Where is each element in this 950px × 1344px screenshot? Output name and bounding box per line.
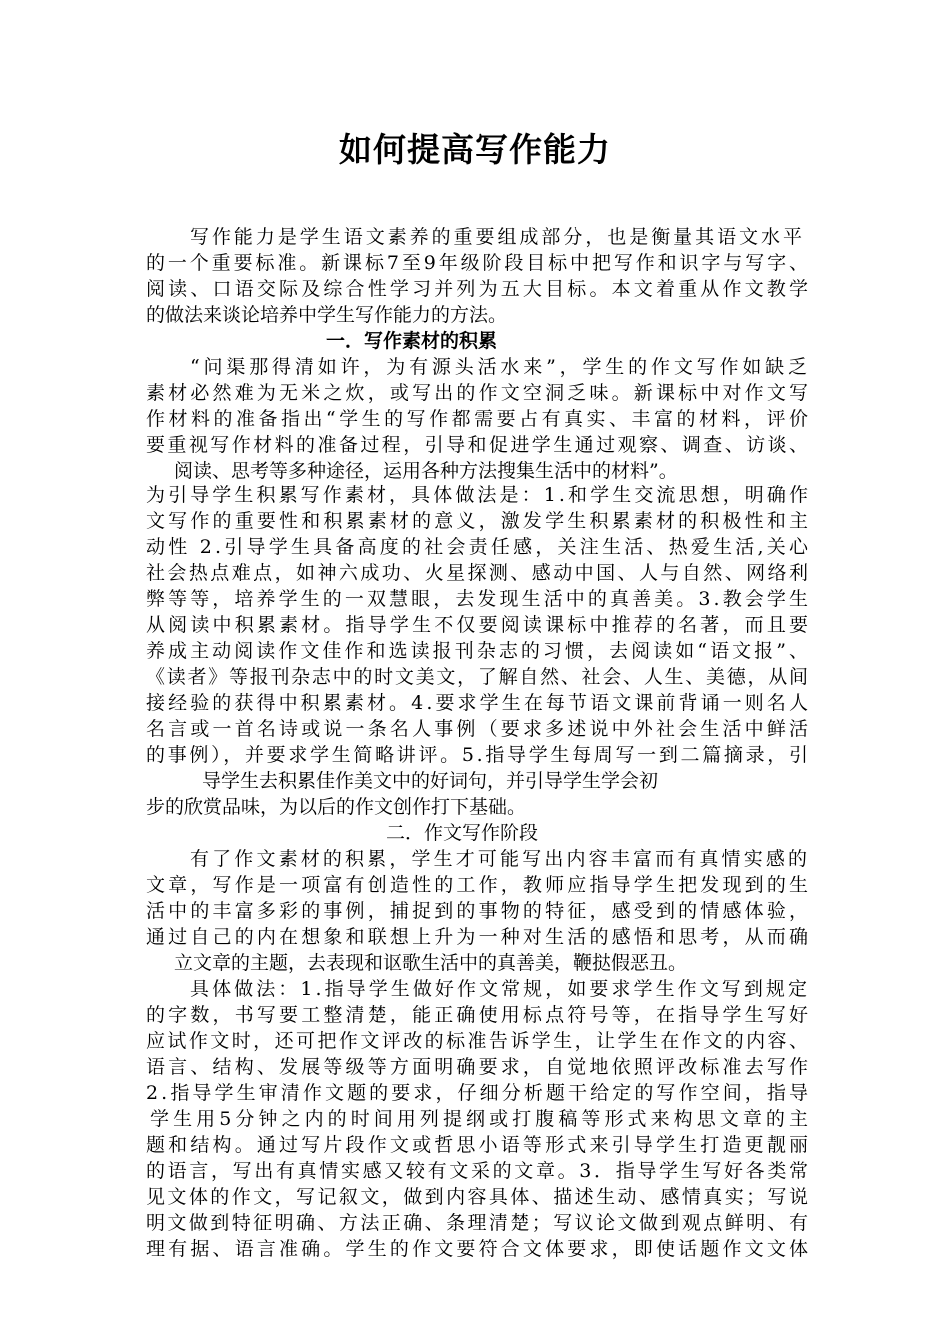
paragraph-line-text: 的做法来谈论培养中学生写作能力的方法。 bbox=[146, 304, 508, 326]
paragraph-line bbox=[0, 872, 950, 898]
paragraph-line-text: 要重视写作材料的准备过程，引导和促进学生通过观察、调查、访谈、 bbox=[146, 434, 811, 456]
paragraph-line-text: 接经验的获得中积累素材。4.要求学生在每节语文课前背诵一则名人 bbox=[146, 692, 812, 714]
paragraph-line-text: 文写作的重要性和积累素材的意义，激发学生积累素材的积极性和主 bbox=[146, 510, 812, 532]
paragraph-line bbox=[0, 224, 950, 250]
paragraph-line bbox=[0, 1236, 950, 1262]
paragraph-line bbox=[0, 768, 950, 794]
paragraph-line bbox=[0, 586, 950, 612]
paragraph-line bbox=[0, 690, 950, 716]
paragraph-line bbox=[0, 1210, 950, 1236]
paragraph-line bbox=[0, 482, 950, 508]
paragraph-line bbox=[0, 716, 950, 742]
paragraph-line-text: 学生用5分钟之内的时间用列提纲或打腹稿等形式来构思文章的主 bbox=[150, 1108, 813, 1130]
paragraph-line bbox=[0, 1106, 950, 1132]
paragraph-line-text: 二．作文写作阶段 bbox=[386, 822, 539, 844]
paragraph-line bbox=[0, 458, 950, 484]
paragraph-line bbox=[0, 1080, 950, 1106]
paragraph-line bbox=[0, 976, 950, 1002]
paragraph-line-text: 阅读、口语交际及综合性学习并列为五大目标。本文着重从作文教学 bbox=[146, 278, 812, 300]
document-title: 如何提高写作能力 bbox=[339, 130, 611, 169]
paragraph-line bbox=[0, 406, 950, 432]
paragraph-line-text: 从阅读中积累素材。指导学生不仅要阅读课标中推荐的名著，而且要 bbox=[146, 614, 812, 636]
paragraph-line bbox=[0, 534, 950, 560]
paragraph-line bbox=[0, 380, 950, 406]
section-heading bbox=[0, 328, 950, 354]
paragraph-line bbox=[0, 354, 950, 380]
paragraph-line bbox=[0, 432, 950, 458]
paragraph-line-text: 名言或一首名诗或说一条名人事例（要求多述说中外社会生活中鲜活 bbox=[146, 718, 812, 740]
paragraph-line bbox=[0, 898, 950, 924]
paragraph-line bbox=[0, 302, 950, 328]
paragraph-line-text: 的语言，写出有真情实感又较有文采的文章。3．指导学生写好各类常 bbox=[146, 1160, 811, 1182]
paragraph-line bbox=[0, 612, 950, 638]
paragraph-line-text: 通过自己的内在想象和联想上升为一种对生活的感悟和思考，从而确 bbox=[146, 926, 812, 948]
paragraph-line-text: 理有据、语言准确。学生的作文要符合文体要求，即使话题作文文体 bbox=[146, 1238, 812, 1260]
paragraph-line-text: 的一个重要标准。新课标7至9年级阶段目标中把写作和识字与写字、 bbox=[146, 252, 811, 274]
paragraph-line bbox=[0, 560, 950, 586]
paragraph-line-text: 有了作文素材的积累，学生才可能写出内容丰富而有真情实感的 bbox=[190, 848, 811, 870]
paragraph-line-text: 动性 2.引导学生具备高度的社会责任感，关注生活、热爱生活,关心 bbox=[146, 536, 812, 558]
paragraph-line-text: 导学生去积累佳作美文中的好词句，并引导学生学会初 bbox=[202, 770, 659, 792]
paragraph-line-text: 的字数，书写要工整清楚，能正确使用标点符号等，在指导学生写好 bbox=[146, 1004, 812, 1026]
paragraph-line-text: “问渠那得清如许，为有源头活水来”，学生的作文写作如缺乏 bbox=[190, 356, 811, 378]
paragraph-line bbox=[0, 1184, 950, 1210]
paragraph-line bbox=[0, 1132, 950, 1158]
paragraph-line-text: 2.指导学生审清作文题的要求，仔细分析题干给定的写作空间，指导 bbox=[146, 1082, 812, 1104]
paragraph-line bbox=[0, 742, 950, 768]
paragraph-line-text: 语言、结构、发展等级等方面明确要求，自觉地依照评改标准去写作 bbox=[146, 1056, 812, 1078]
paragraph-line bbox=[0, 924, 950, 950]
paragraph-line-text: 弊等等，培养学生的一双慧眼，去发现生活中的真善美。3.教会学生 bbox=[146, 588, 812, 610]
paragraph-line bbox=[0, 276, 950, 302]
paragraph-line-text: 明文做到特征明确、方法正确、条理清楚；写议论文做到观点鲜明、有 bbox=[146, 1212, 811, 1234]
paragraph-line bbox=[0, 1028, 950, 1054]
paragraph-line-text: 社会热点难点，如神六成功、火星探测、感动中国、人与自然、网络利 bbox=[146, 562, 811, 584]
paragraph-line-text: 立文章的主题，去表现和讴歌生活中的真善美，鞭挞假恶丑。 bbox=[174, 952, 688, 974]
paragraph-line bbox=[0, 1002, 950, 1028]
paragraph-line-text: 活中的丰富多彩的事例，捕捉到的事物的特征，感受到的情感体验， bbox=[146, 900, 812, 922]
paragraph-line-text: 的事例），并要求学生简略讲评。5.指导学生每周写一到二篇摘录，引 bbox=[146, 744, 811, 766]
paragraph-line-text: 文章，写作是一项富有创造性的工作，教师应指导学生把发现到的生 bbox=[146, 874, 812, 896]
paragraph-line-text: 题和结构。通过写片段作文或哲思小语等形式来引导学生打造更靓丽 bbox=[146, 1134, 812, 1156]
paragraph-line-text: 应试作文时，还可把作文评改的标准告诉学生，让学生在作文的内容、 bbox=[146, 1030, 811, 1052]
paragraph-line-text: 作材料的准备指出“学生的写作都需要占有真实、丰富的材料，评价 bbox=[146, 408, 812, 430]
paragraph-line bbox=[0, 950, 950, 976]
paragraph-line-text: 具体做法：1.指导学生做好作文常规，如要求学生作文写到规定 bbox=[190, 978, 811, 1000]
paragraph-line-text: 阅读、思考等多种途径，运用各种方法搜集生活中的材料”。 bbox=[174, 460, 678, 482]
paragraph-line bbox=[0, 250, 950, 276]
paragraph-line-text: 养成主动阅读作文佳作和选读报刊杂志的习惯，去阅读如“语文报”、 bbox=[146, 640, 812, 662]
paragraph-line-text: 素材必然难为无米之炊，或写出的作文空洞乏味。新课标中对作文写 bbox=[146, 382, 812, 404]
paragraph-line-text: 《读者》等报刊杂志中的时文美文，了解自然、社会、人生、美德，从间 bbox=[146, 666, 810, 688]
paragraph-line-text: 步的欣赏品味，为以后的作文创作打下基础。 bbox=[146, 796, 527, 818]
paragraph-line-text: 见文体的作文，写记叙文，做到内容具体、描述生动、感情真实；写说 bbox=[146, 1186, 811, 1208]
paragraph-line-text: 写作能力是学生语文素养的重要组成部分，也是衡量其语文水平 bbox=[190, 226, 805, 248]
paragraph-line bbox=[0, 846, 950, 872]
paragraph-line bbox=[0, 664, 950, 690]
paragraph-line bbox=[0, 508, 950, 534]
paragraph-line-text: 为引导学生积累写作素材，具体做法是：1.和学生交流思想，明确作 bbox=[146, 484, 812, 506]
paragraph-line bbox=[0, 1054, 950, 1080]
section-heading-text: 一．写作素材的积累 bbox=[326, 330, 498, 352]
paragraph-line bbox=[0, 794, 950, 820]
paragraph-line bbox=[0, 638, 950, 664]
paragraph-line bbox=[0, 820, 950, 846]
paragraph-line bbox=[0, 1158, 950, 1184]
